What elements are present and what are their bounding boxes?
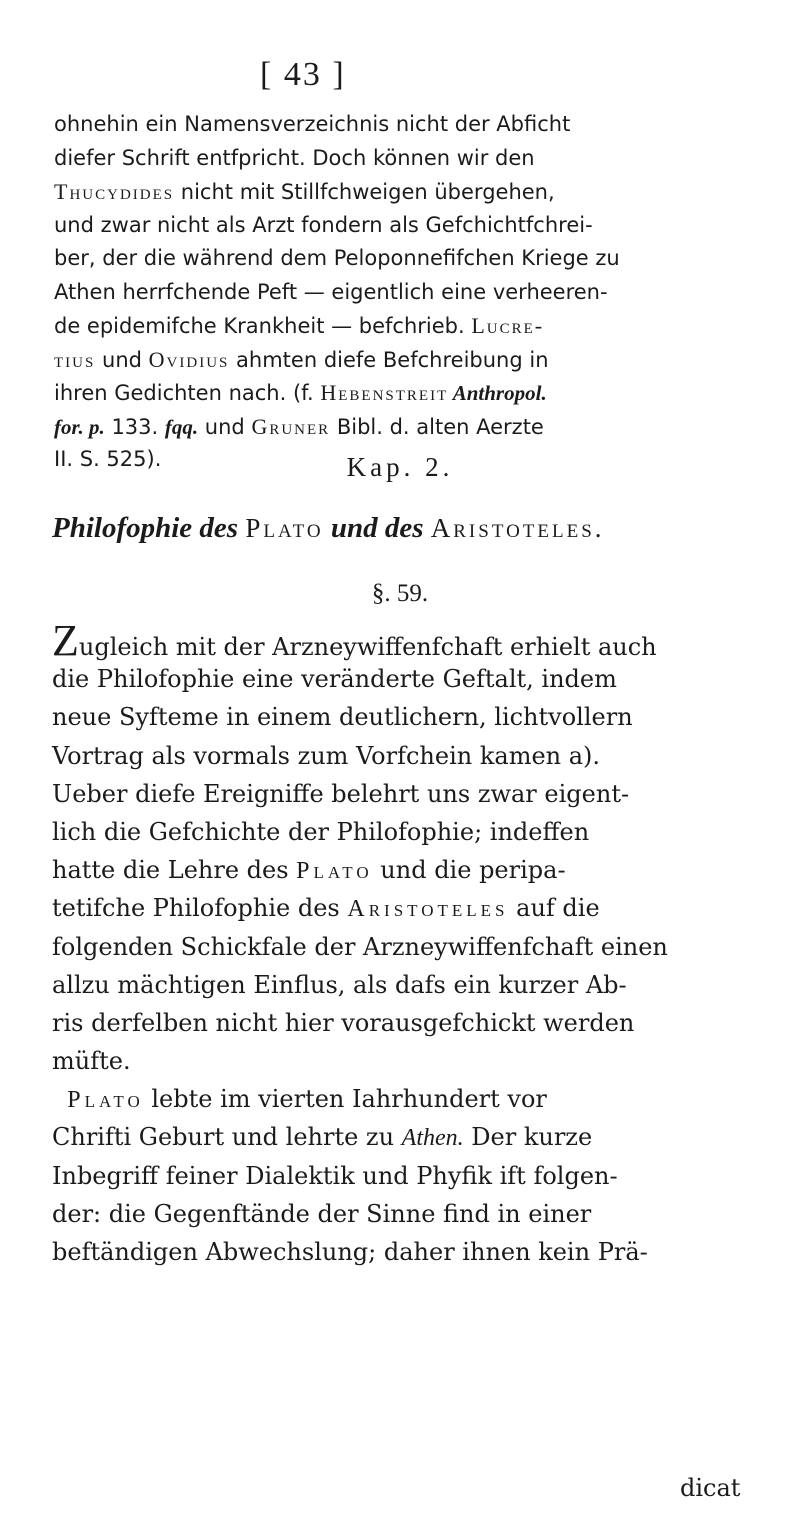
text-line: beftändigen Abwechslung; daher ihnen kein Prä- [52, 1238, 648, 1266]
place-name: Athen. [401, 1125, 464, 1152]
work-title: for. p. [54, 414, 105, 439]
text-line: ber, der die während dem Peloponnefifchen Kriege zu [54, 246, 620, 270]
author-name: Aristoteles. [430, 513, 605, 543]
catchword: dicat [680, 1474, 741, 1502]
text-line: Ueber diefe Ereigniffe belehrt uns zwar eigent- [52, 779, 630, 808]
author-name: Plato [67, 1087, 144, 1114]
body-paragraph [52, 616, 772, 1271]
text-line: Inbegriff feiner Dialektik und Phyfik ift folgen- [52, 1161, 618, 1190]
text-line: for. p. 133. fqq. und Gruner Bibl. d. alten Aerzte [54, 413, 544, 439]
text-line: ris derfelben nicht hier vorausgefchickt werden [52, 1008, 635, 1037]
section-heading: §. 59. [371, 580, 429, 607]
text-line: Zugleich mit der Arzneywiffenfchaft erhielt auch [52, 616, 657, 665]
chapter-heading: Kap. 2. [346, 452, 454, 482]
text-line: diefer Schrift entfpricht. Doch können wir den [54, 145, 535, 170]
author-name: Aristoteles [347, 896, 509, 923]
text-line: hatte die Lehre des Plato und die peripa- [52, 856, 566, 885]
text-line: Athen herrfchende Peft — eigentlich eine verheeren- [54, 279, 608, 304]
text-line: ohnehin ein Namensverzeichnis nicht der Abficht [54, 112, 571, 136]
text-line: müfte. [52, 1047, 131, 1076]
author-name: tius [54, 346, 96, 372]
intro-paragraph [54, 108, 766, 477]
text-line: neue Syfteme in einem deutlichern, lichtvollern [52, 703, 633, 732]
author-name: Lucre- [471, 313, 545, 338]
text-line: Plato lebte im vierten Iahrhundert vor [67, 1085, 547, 1114]
author-name: Ovidius [148, 346, 230, 372]
author-name: Gruner [251, 413, 331, 439]
text-line: tius und Ovidius ahmten diefe Befchreibung in [54, 346, 549, 372]
author-name: Thucydides [54, 179, 175, 204]
text-line: folgenden Schickfale der Arzneywiffenfchaft einen [52, 932, 668, 961]
text-line: tetifche Philofophie des Aristoteles auf die [52, 894, 600, 923]
text-line: Thucydides nicht mit Stillfchweigen übergehen, [54, 179, 555, 204]
text-line: ihren Gedichten nach. (f. Hebenstreit Anthropol. [54, 380, 547, 405]
author-name: Hebenstreit [320, 380, 449, 405]
work-title: fqq. [164, 414, 199, 439]
text-line: de epidemifche Krankheit — befchrieb. Lucre- [54, 313, 545, 338]
text-line: die Philofophie eine veränderte Geftalt, indem [52, 665, 617, 694]
text-line: Chrifti Geburt und lehrte zu Athen. Der kurze [52, 1123, 593, 1152]
author-name: Plato [245, 513, 324, 543]
work-title: Anthropol. [448, 381, 547, 405]
initial-letter: Z [52, 616, 79, 665]
text-line: II. S. 525). [54, 447, 162, 471]
text-line: lich die Gefchichte der Philofophie; indeffen [52, 817, 590, 846]
text-line: und zwar nicht als Arzt fondern als Gefchichtfchrei- [54, 212, 593, 237]
author-name: Plato [296, 858, 373, 885]
text-line: Vortrag als vormals zum Vorfchein kamen a). [52, 741, 601, 770]
text-line: allzu mächtigen Einflus, als dafs ein kurzer Ab- [52, 970, 627, 999]
page-number: [ 43 ] [260, 56, 346, 93]
text-line: der: die Gegenftände der Sinne find in einer [52, 1199, 592, 1228]
chapter-title: Philofophie des Plato und des Aristoteles. [52, 512, 605, 544]
